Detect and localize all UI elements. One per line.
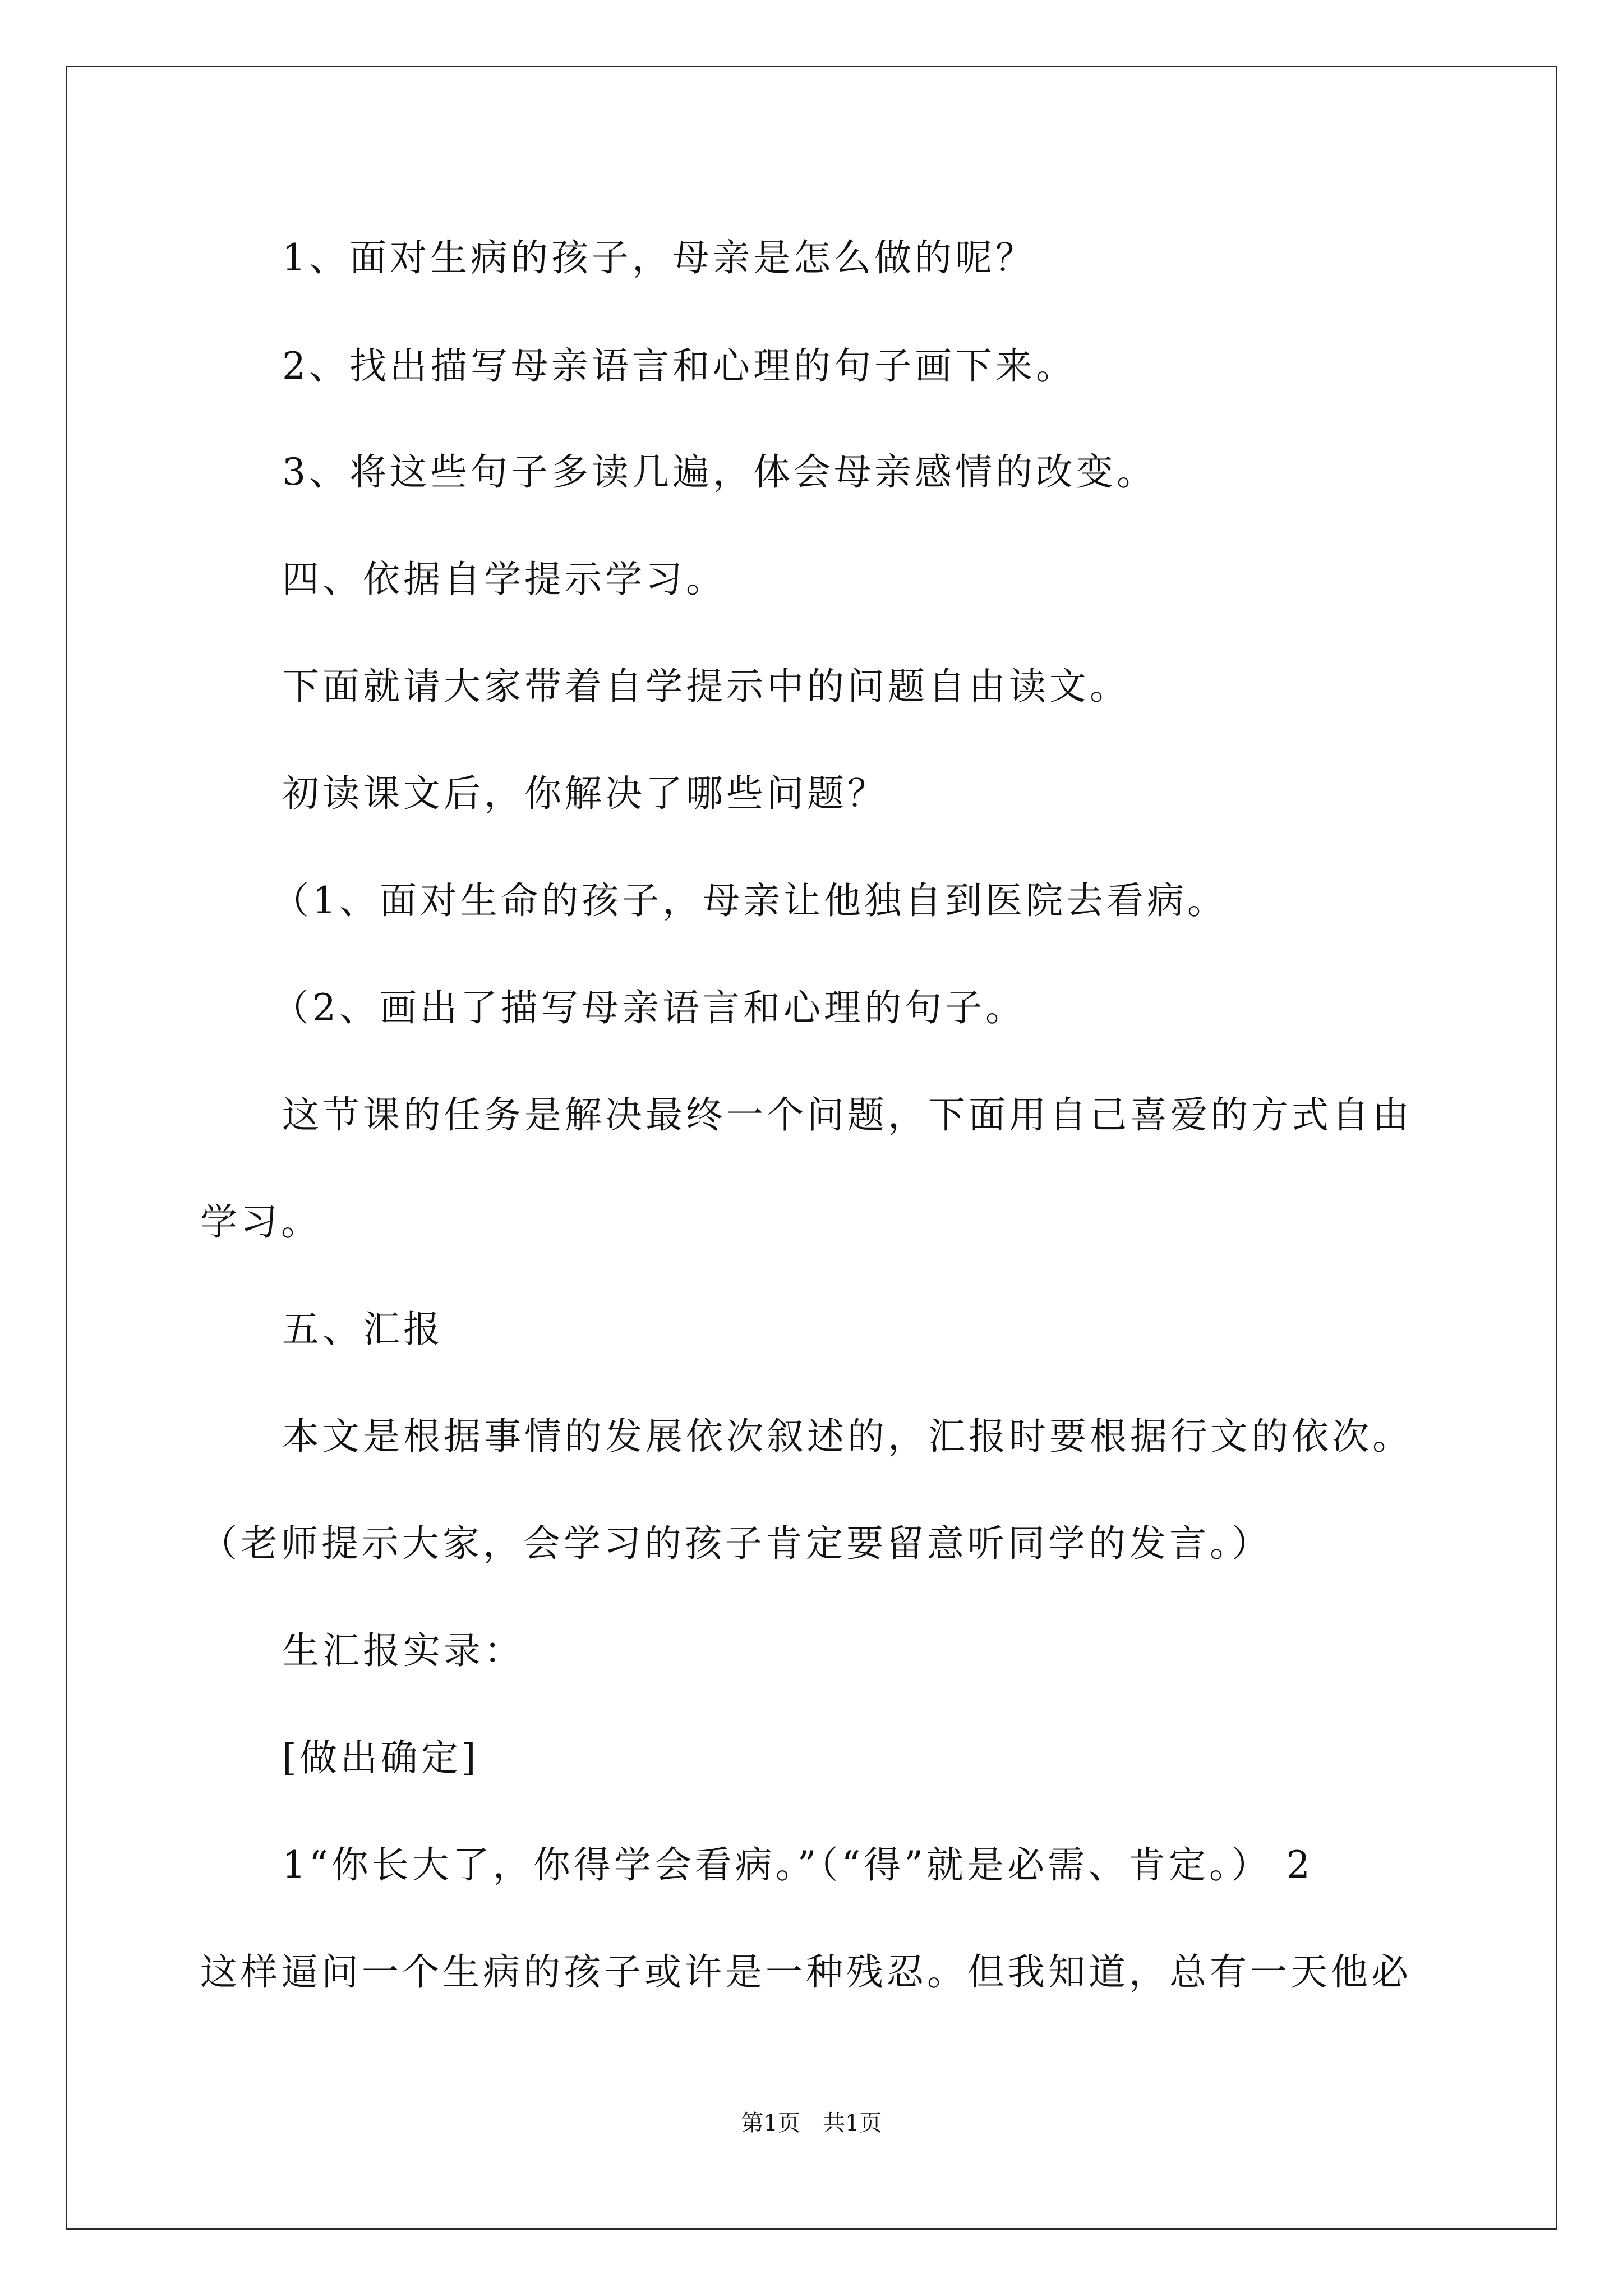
page-number-footer: 第1页 共1页 (741, 2110, 882, 2136)
text-line: 初读课文后，你解决了哪些问题？ (282, 772, 888, 815)
text-line: [做出确定] (282, 1736, 479, 1779)
text-line: 2、找出描写母亲语言和心理的句子画下来。 (282, 344, 1076, 388)
text-line: 本文是根据事情的发展依次叙述的，汇报时要根据行文的依次。 (282, 1415, 1413, 1458)
text-line: 生汇报实录： (282, 1629, 524, 1672)
text-line: 五、汇报 (282, 1308, 444, 1351)
text-line: 1、面对生病的孩子，母亲是怎么做的呢？ (282, 236, 1036, 279)
text-line: 学习。 (200, 1200, 321, 1244)
text-line: （2、画出了描写母亲语言和心理的句子。 (272, 986, 1026, 1029)
text-line: 3、将这些句子多读几遍，体会母亲感情的改变。 (282, 450, 1157, 494)
text-line: 下面就请大家带着自学提示中的问题自由读文。 (282, 665, 1130, 708)
text-line: 1“你长大了，你得学会看病。”（“得”就是必需、肯定。） 2 (282, 1843, 1313, 1887)
text-line: 四、依据自学提示学习。 (282, 558, 726, 601)
text-line: 这节课的任务是解决最终一个问题，下面用自己喜爱的方式自由 (282, 1093, 1413, 1137)
page-border (66, 66, 1557, 2230)
text-line: （1、面对生命的孩子，母亲让他独自到医院去看病。 (272, 879, 1228, 922)
text-line: 这样逼问一个生病的孩子或许是一种残忍。但我知道，总有一天他必 (200, 1950, 1412, 1994)
text-line: （老师提示大家，会学习的孩子肯定要留意听同学的发言。） (200, 1522, 1272, 1565)
